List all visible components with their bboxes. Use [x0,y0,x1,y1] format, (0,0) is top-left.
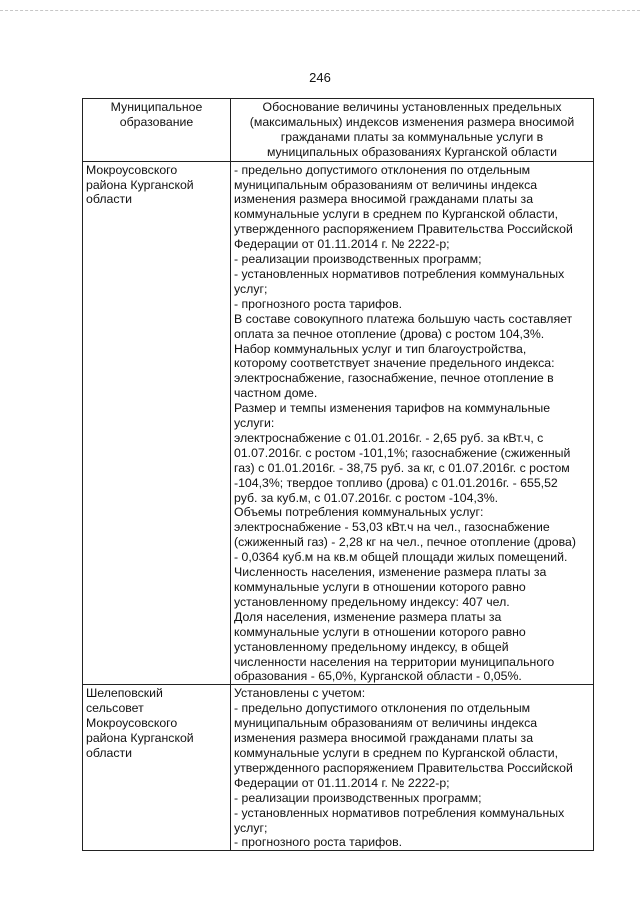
justification-cell [231,685,594,851]
text-line: оплата за печное отопление (дрова) с ростом 104,3%. [234,326,545,341]
text-line: района Курганской [86,731,194,746]
text-line: муниципальным образованиям от величины индекса [234,177,538,192]
text-line: Мокроусовского [86,716,178,731]
table-row [83,161,594,685]
text-line: установленному предельному индексу: 407 чел. [234,594,510,609]
text-line: сельсовет [86,701,144,716]
municipality-cell [83,161,231,685]
text-line: Обоснование величины установленных предельных [262,100,562,114]
text-line: утвержденного распоряжением Правительства Российской [234,760,573,775]
text-line: газ) с 01.01.2016г. - 38,75 руб. за кг, с 01.07.2016г. с ростом [234,460,570,475]
text-line: Федерации от 01.11.2014 г. № 2222-р; [234,775,450,790]
text-line: области [86,745,132,760]
header-municipality [83,99,231,162]
scan-artifact-line [0,10,640,15]
text-line: коммунальные услуги в среднем по Курганской области, [234,207,559,222]
text-line: Мокроусовского [86,162,178,177]
text-line: - прогнозного роста тарифов. [234,296,403,311]
text-line: района Курганской [86,177,194,192]
municipality-cell [83,685,231,851]
text-line: изменения размера вносимой гражданами платы за [234,731,534,746]
text-line: Размер и темпы изменения тарифов на коммунальные [234,401,551,416]
text-line: Федерации от 01.11.2014 г. № 2222-р; [234,237,450,252]
text-line: образование [119,114,194,129]
text-line: - реализации производственных программ; [234,790,482,805]
text-line: коммунальные услуги в отношении которого равно [234,580,526,594]
text-line: - установленных нормативов потребления коммунальных [234,266,565,281]
text-line: Муниципальное [110,100,203,114]
text-line: В составе совокупного платежа большую часть составляет [234,311,573,326]
table-row [83,685,594,851]
table-header-row [83,99,594,162]
text-line: коммунальные услуги в отношении которого равно [234,624,526,639]
page-number: 246 [309,70,331,85]
text-line: изменения размера вносимой гражданами платы за [234,192,534,207]
text-line: - установленных нормативов потребления коммунальных [234,805,565,820]
text-line: Набор коммунальных услуг и тип благоустройства, [234,341,527,356]
text-line: услуги: [234,416,275,431]
text-line: услуг; [234,820,268,835]
text-line: численности населения на территории муниципального [234,654,555,669]
text-line: электроснабжение с 01.01.2016г. - 2,65 руб. за кВт.ч, с [234,430,544,445]
text-line: - реализации производственных программ; [234,252,482,267]
text-line: (сжиженный газ) - 2,28 кг на чел., печное отопление (дрова) [234,535,576,550]
text-line: - прогнозного роста тарифов. [234,835,403,850]
text-line: - предельно допустимого отклонения по отдельным [234,701,531,716]
text-line: услуг; [234,281,268,296]
text-line: Установлены с учетом: [234,686,366,701]
text-line: Доля населения, изменение размера платы за [234,609,502,624]
text-line: гражданами платы за коммунальные услуги в [280,129,544,144]
text-line: муниципальным образованиям от величины индекса [234,716,538,731]
text-line: коммунальные услуги в среднем по Курганской области, [234,745,559,760]
text-line: Шелеповский [86,686,163,701]
text-line: Объемы потребления коммунальных услуг: [234,505,484,520]
text-line: Численность населения, изменение размера платы за [234,565,547,580]
text-line: руб. за куб.м, с 01.07.2016г. с ростом -104,3%. [234,490,499,505]
text-line: области [86,192,132,207]
text-line: утвержденного распоряжением Правительства Российской [234,222,573,237]
text-line: - предельно допустимого отклонения по отдельным [234,162,531,177]
text-line: которому соответствует значение предельного индекса: [234,356,555,371]
justification-cell [231,161,594,685]
text-line: (максимальных) индексов изменения размера вносимой [249,114,575,129]
text-line: муниципальных образованиях Курганской области [266,144,558,159]
text-line: установленному предельному индексу, в общей [234,639,509,654]
text-line: электроснабжение, газоснабжение, печное отопление в [234,371,554,386]
header-justification [231,99,594,162]
text-line: образования - 65,0%, Курганской области - 0,05%. [234,669,522,684]
tariff-justification-table [82,98,594,851]
text-line: электроснабжение - 53,03 кВт.ч на чел., газоснабжение [234,520,550,535]
text-line: 01.07.2016г. с ростом -101,1%; газоснабжение (сжиженный [234,445,571,460]
text-line: -104,3%; твердое топливо (дрова) с 01.01.2016г. - 655,52 [234,475,558,490]
text-line: - 0,0364 куб.м на кв.м общей площади жилых помещений. [234,550,568,565]
text-line: частном доме. [234,386,318,401]
